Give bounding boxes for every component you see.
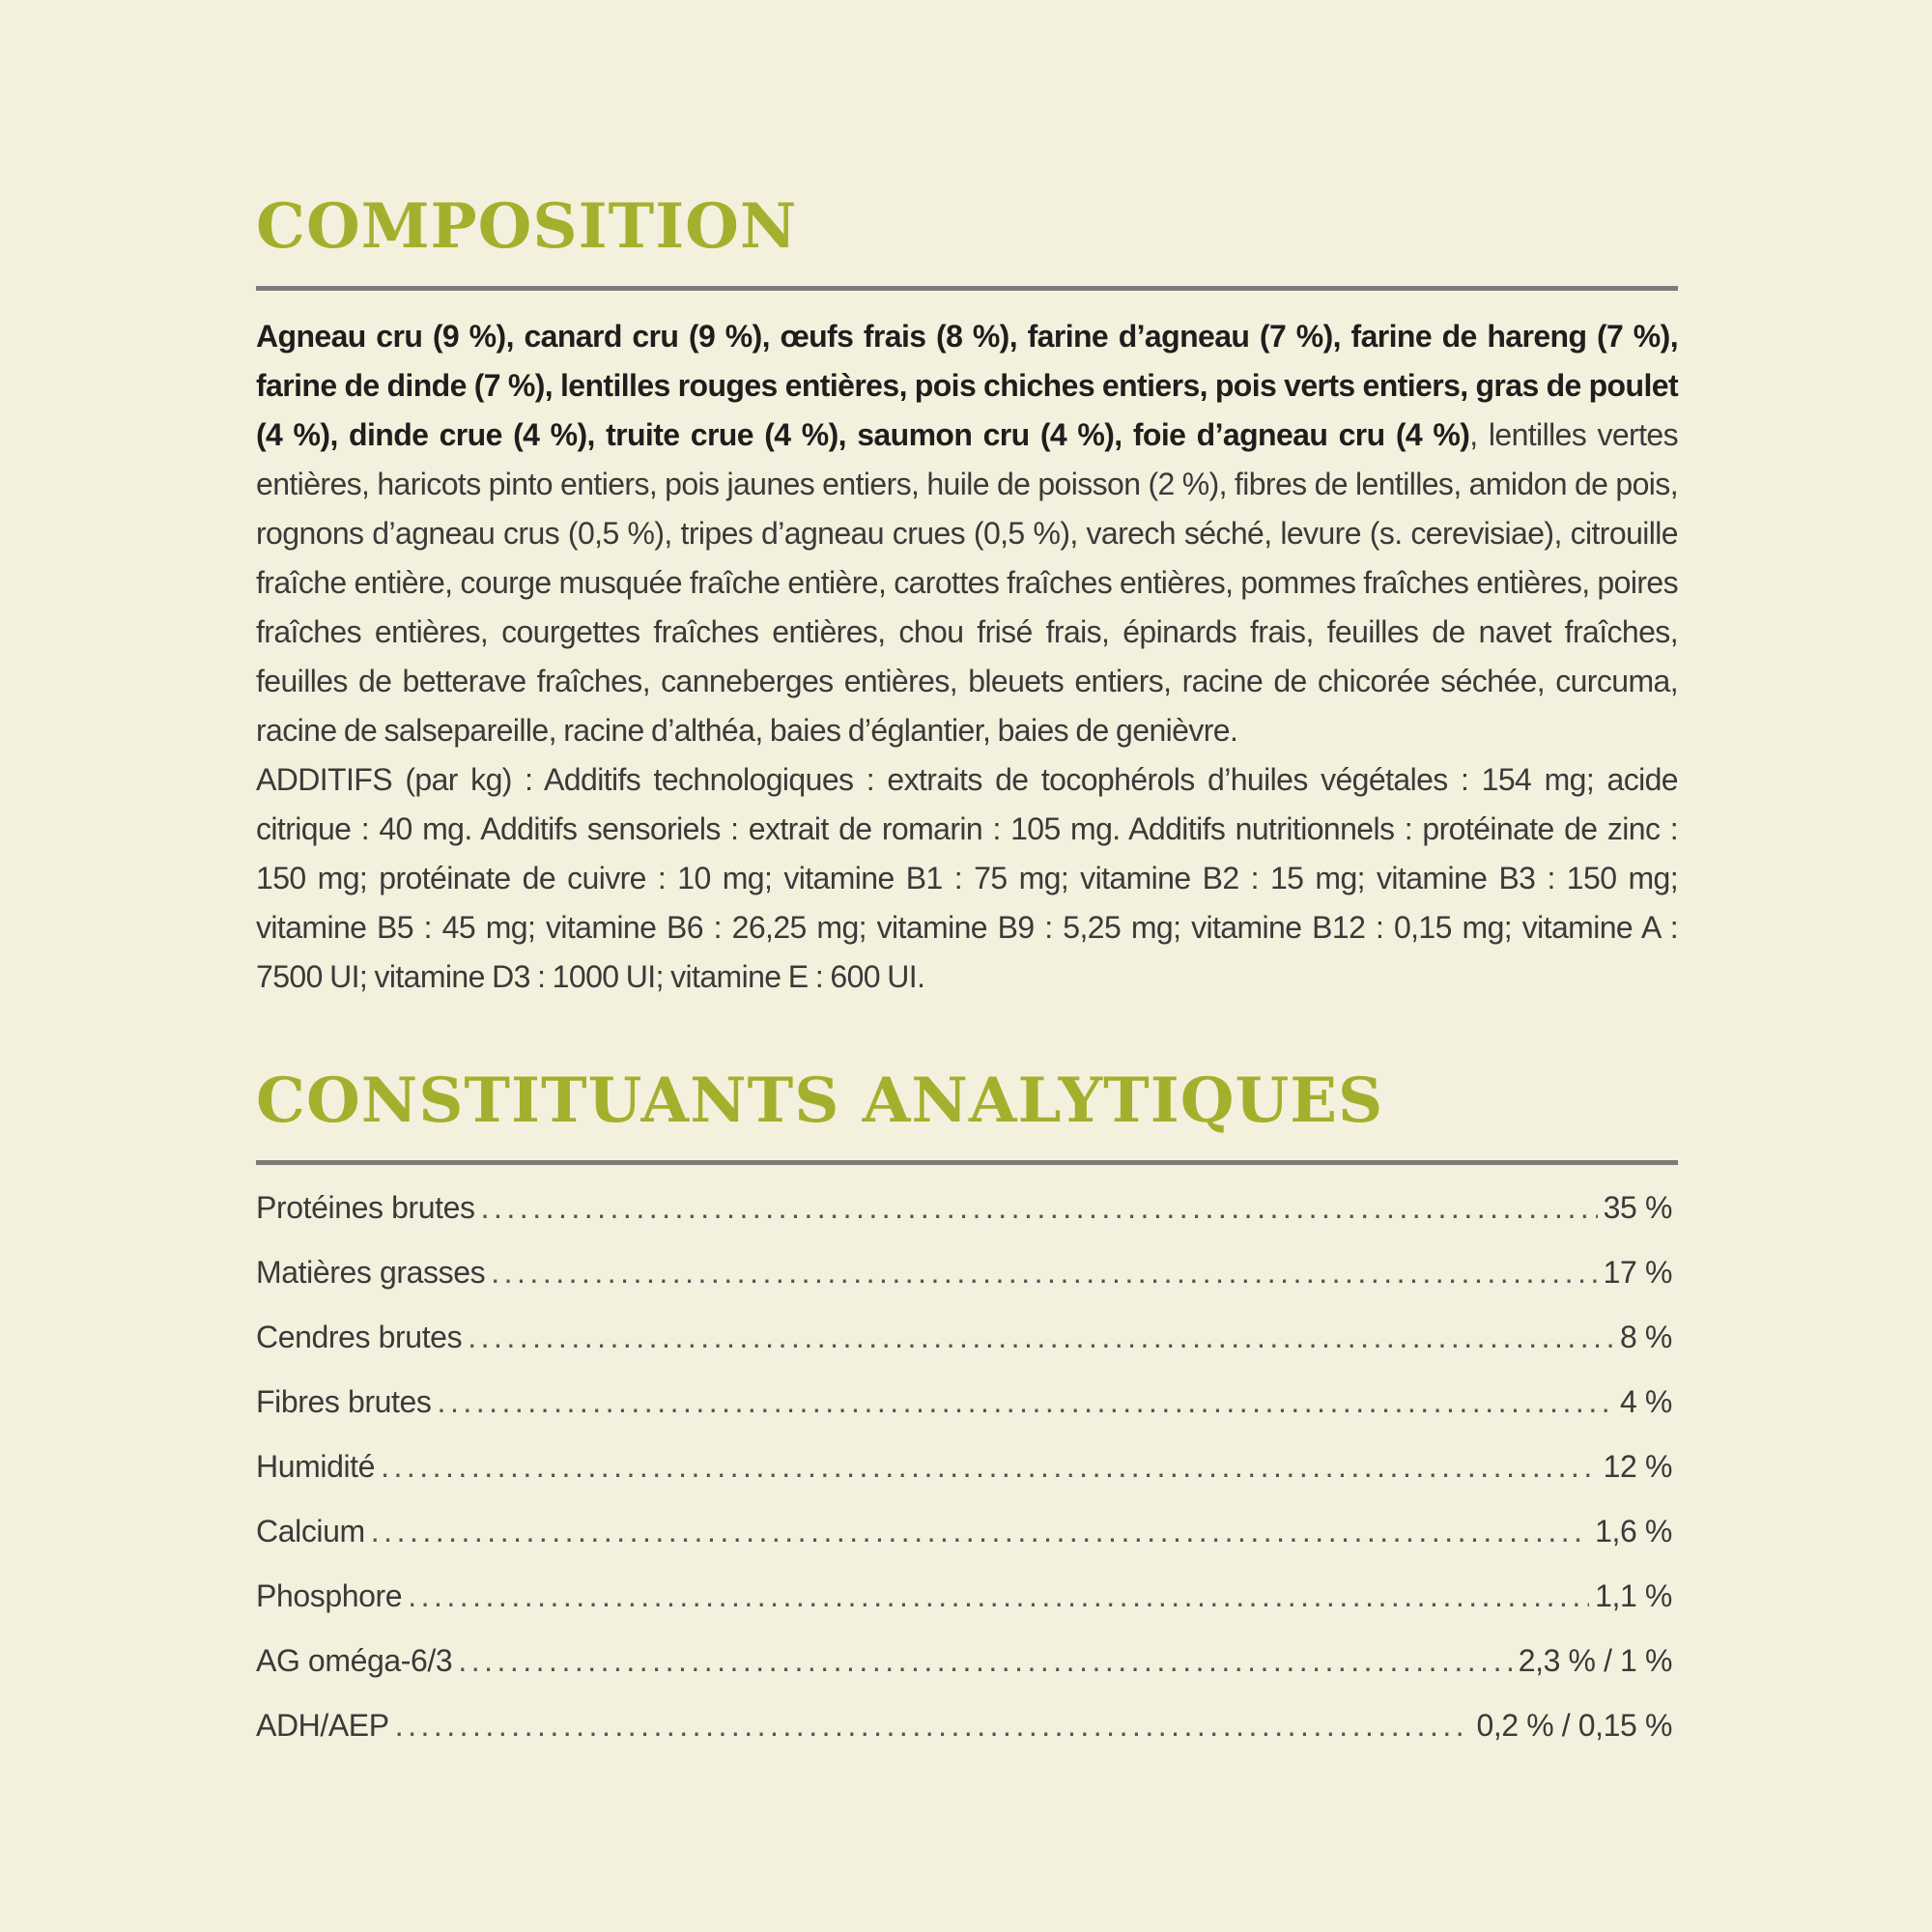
composition-title: COMPOSITION bbox=[256, 190, 798, 263]
analytics-value: 17 % bbox=[1603, 1255, 1672, 1290]
analytics-label: Fibres brutes bbox=[256, 1384, 432, 1419]
analytics-value: 12 % bbox=[1603, 1449, 1672, 1484]
ingredients-secondary: , lentilles vertes entières, haricots pinto entiers, pois jaunes entiers, huile de poisson (2 %), fibres de lentilles, amidon de pois, rognons d’agneau crus (0,5 %), tripes d’agneau crues (0,5 %), varech séché, levure (s. cerevisiae), citrouille fraîche entière, courge musquée fraîche entière, carottes fraîches entières, pommes fraîches entières, poires fraîches entières, courgettes fraîches entières, chou frisé frais, épinards frais, feuilles de navet fraîches, feuilles de betterave fraîches, canneberges entières, bleuets entiers, racine de chicorée séchée, curcuma, racine de salsepareille, racine d’althéa, baies d’églantier, baies de genièvre. bbox=[256, 417, 1678, 748]
composition-section bbox=[256, 184, 1678, 1002]
analytics-title: CONSTITUANTS ANALYTIQUES bbox=[256, 1065, 1384, 1137]
ingredients-main: Agneau cru (9 %), canard cru (9 %), œufs frais (8 %), farine d’agneau (7 %), farine de hareng (7 %), farine de dinde (7 %), lentilles rouges entières, pois chiches entiers, pois verts entiers, gras de poulet (4 %), dinde crue (4 %), truite crue (4 %), saumon cru (4 %), foie d’agneau cru (4 %) bbox=[256, 319, 1678, 452]
dot-leader bbox=[491, 1255, 1597, 1291]
analytics-value: 2,3 % / 1 % bbox=[1518, 1643, 1672, 1678]
analytics-row-moisture bbox=[256, 1449, 1678, 1514]
dot-leader bbox=[481, 1190, 1598, 1226]
dot-leader bbox=[408, 1578, 1589, 1614]
analytics-label: Calcium bbox=[256, 1514, 365, 1548]
analytics-value: 8 % bbox=[1620, 1320, 1672, 1354]
analytics-row-ash bbox=[256, 1320, 1678, 1384]
dot-leader bbox=[371, 1514, 1589, 1549]
dot-leader bbox=[395, 1708, 1471, 1744]
analytics-row-omega bbox=[256, 1643, 1678, 1708]
dot-leader bbox=[468, 1320, 1614, 1355]
composition-divider bbox=[256, 286, 1678, 291]
analytics-row-phosphorus bbox=[256, 1578, 1678, 1643]
analytics-value: 1,6 % bbox=[1595, 1514, 1672, 1548]
analytics-table bbox=[256, 1190, 1678, 1773]
analytics-label: AG oméga-6/3 bbox=[256, 1643, 453, 1678]
additives-text: ADDITIFS (par kg) : Additifs technologiques : extraits de tocophérols d’huiles végétales : 154 mg; acide citrique : 40 mg. Additifs sensoriels : extrait de romarin : 105 mg. Additifs nutritionnels : protéinate de zinc : 150 mg; protéinate de cuivre : 10 mg; vitamine B1 : 75 mg; vitamine B2 : 15 mg; vitamine B3 : 150 mg; vitamine B5 : 45 mg; vitamine B6 : 26,25 mg; vitamine B9 : 5,25 mg; vitamine B12 : 0,15 mg; vitamine A : 7500 UI; vitamine D3 : 1000 UI; vitamine E : 600 UI. bbox=[256, 762, 1678, 994]
analytics-row-fat bbox=[256, 1255, 1678, 1320]
analytics-section bbox=[256, 1058, 1678, 1773]
label-page bbox=[256, 184, 1678, 1773]
analytics-label: Cendres brutes bbox=[256, 1320, 463, 1354]
analytics-value: 4 % bbox=[1620, 1384, 1672, 1419]
analytics-divider bbox=[256, 1160, 1678, 1165]
dot-leader bbox=[438, 1384, 1615, 1420]
analytics-row-dha-epa bbox=[256, 1708, 1678, 1773]
analytics-label: Matières grasses bbox=[256, 1255, 486, 1290]
analytics-value: 0,2 % / 0,15 % bbox=[1476, 1708, 1672, 1743]
ingredients-text bbox=[256, 312, 1678, 755]
analytics-value: 1,1 % bbox=[1595, 1578, 1672, 1613]
analytics-label: Humidité bbox=[256, 1449, 376, 1484]
analytics-value: 35 % bbox=[1603, 1190, 1672, 1225]
analytics-label: ADH/AEP bbox=[256, 1708, 389, 1743]
dot-leader bbox=[381, 1449, 1598, 1485]
analytics-row-fiber bbox=[256, 1384, 1678, 1449]
analytics-row-proteins bbox=[256, 1190, 1678, 1255]
analytics-label: Protéines brutes bbox=[256, 1190, 475, 1225]
analytics-row-calcium bbox=[256, 1514, 1678, 1578]
dot-leader bbox=[458, 1643, 1512, 1679]
analytics-label: Phosphore bbox=[256, 1578, 403, 1613]
